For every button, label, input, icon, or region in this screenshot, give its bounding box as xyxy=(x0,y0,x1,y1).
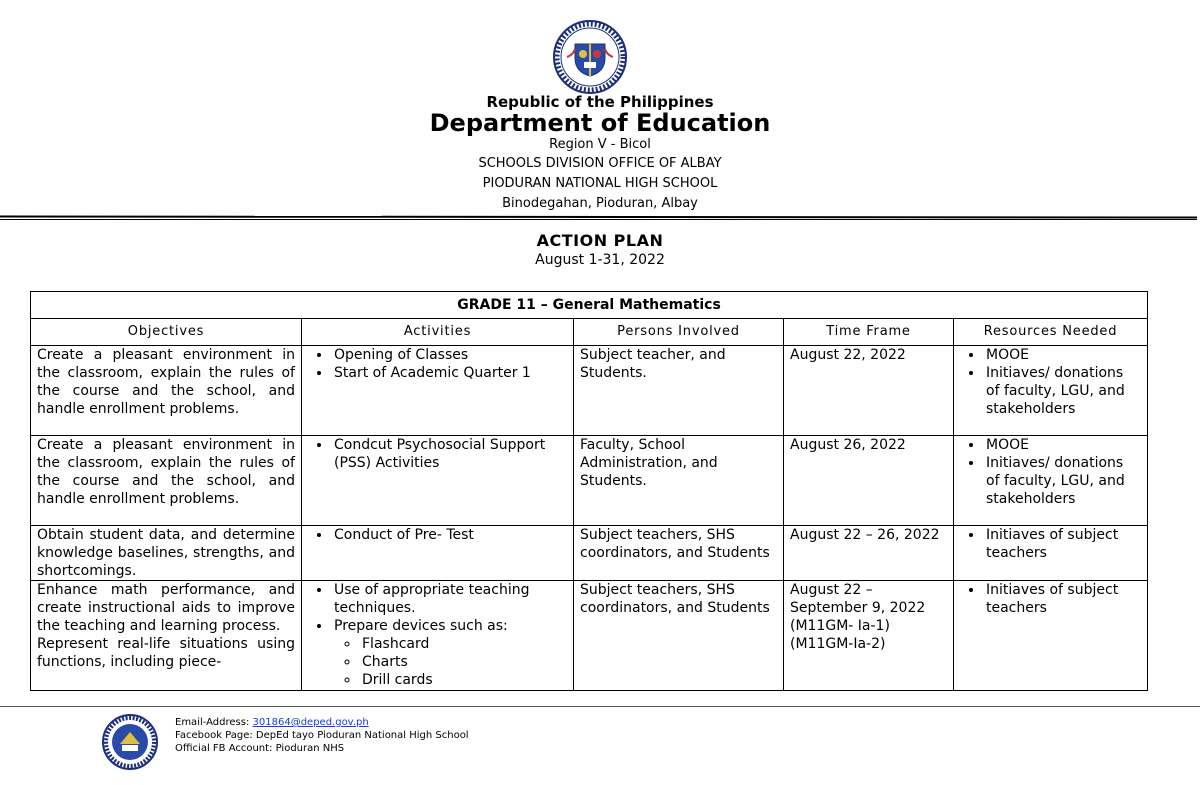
column-header: Time Frame xyxy=(784,319,954,346)
time-frame-cell: August 26, 2022 xyxy=(784,436,954,526)
persons-cell: Subject teacher, and Students. xyxy=(574,346,784,436)
activity-item: • Opening of Classes xyxy=(332,346,567,364)
resources-cell xyxy=(954,526,1148,581)
sub-activity-item: ◦ Charts xyxy=(360,653,567,671)
table-caption: GRADE 11 – General Mathematics xyxy=(31,292,1148,319)
document-date: August 1-31, 2022 xyxy=(535,252,665,268)
activities-cell xyxy=(302,581,574,691)
objective-cell: Obtain student data, and determine knowledge baselines, strengths, and shortcomings. xyxy=(31,526,302,581)
objective-text: Represent real-life situations using functions, including piece- xyxy=(37,636,295,670)
department-title: Department of Education xyxy=(429,109,771,137)
column-header: Persons Involved xyxy=(574,319,784,346)
address-line: Binodegahan, Pioduran, Albay xyxy=(502,196,698,211)
table-row xyxy=(31,436,1148,526)
competency-code: (M11GM-Ia-2) xyxy=(790,636,886,652)
resources-cell xyxy=(954,436,1148,526)
footer-facebook-page: Facebook Page: DepEd tayo Pioduran National High School xyxy=(175,730,469,741)
footer-divider xyxy=(0,706,1200,707)
resource-item: • Initiaves/ donations of faculty, LGU, and stakeholders xyxy=(984,454,1141,508)
activity-item: • Start of Academic Quarter 1 xyxy=(332,364,567,382)
activity-item: • Use of appropriate teaching techniques. xyxy=(332,581,567,617)
resources-cell xyxy=(954,346,1148,436)
school-line: PIODURAN NATIONAL HIGH SCHOOL xyxy=(482,176,718,191)
deped-seal-icon xyxy=(553,20,627,94)
resource-item: • Initiaves of subject teachers xyxy=(984,581,1141,617)
email-label: Email-Address: xyxy=(175,717,250,728)
region-line: Region V - Bicol xyxy=(549,137,651,152)
competency-code: (M11GM- Ia-1) xyxy=(790,618,890,634)
table-row xyxy=(31,581,1148,691)
table-row xyxy=(31,526,1148,581)
resource-item: • Initiaves/ donations of faculty, LGU, and stakeholders xyxy=(984,364,1141,418)
activity-item xyxy=(332,617,567,689)
activities-cell xyxy=(302,526,574,581)
activity-item-label: Prepare devices such as: xyxy=(334,618,508,634)
footer-fb-account: Official FB Account: Pioduran NHS xyxy=(175,743,345,754)
objective-text: Enhance math performance, and create instructional aids to improve the teaching and learning process. xyxy=(37,582,295,634)
activity-item: • Condcut Psychosocial Support (PSS) Activities xyxy=(332,436,567,472)
table-header-row xyxy=(31,319,1148,346)
time-frame-cell: August 22, 2022 xyxy=(784,346,954,436)
persons-cell: Faculty, School Administration, and Students. xyxy=(574,436,784,526)
objective-cell: Create a pleasant environment in the classroom, explain the rules of the course and the school, and handle enrollment problems. xyxy=(31,436,302,526)
header-divider-thin xyxy=(0,219,1197,220)
school-seal-icon xyxy=(102,714,158,770)
action-plan-table xyxy=(30,291,1148,691)
time-frame-cell xyxy=(784,581,954,691)
resources-cell xyxy=(954,581,1148,691)
objective-cell xyxy=(31,581,302,691)
time-frame-cell: August 22 – 26, 2022 xyxy=(784,526,954,581)
table-row xyxy=(31,346,1148,436)
column-header: Activities xyxy=(302,319,574,346)
resource-item: • MOOE xyxy=(984,436,1141,454)
email-link[interactable]: 301864@deped.gov.ph xyxy=(252,717,369,728)
activity-item: • Conduct of Pre- Test xyxy=(332,526,567,544)
persons-cell: Subject teachers, SHS coordinators, and Students xyxy=(574,526,784,581)
resource-item: • MOOE xyxy=(984,346,1141,364)
resource-item: • Initiaves of subject teachers xyxy=(984,526,1141,562)
column-header: Objectives xyxy=(31,319,302,346)
activities-cell xyxy=(302,436,574,526)
persons-cell: Subject teachers, SHS coordinators, and Students xyxy=(574,581,784,691)
division-line: SCHOOLS DIVISION OFFICE OF ALBAY xyxy=(478,156,722,171)
republic-line: Republic of the Philippines xyxy=(486,93,714,111)
sub-activity-item: ◦ Flashcard xyxy=(360,635,567,653)
objective-cell: Create a pleasant environment in the classroom, explain the rules of the course and the school, and handle enrollment problems. xyxy=(31,346,302,436)
sub-activity-item: ◦ Drill cards xyxy=(360,671,567,689)
time-frame-text: August 22 – September 9, 2022 xyxy=(790,582,926,616)
document-title: ACTION PLAN xyxy=(536,231,664,250)
footer-email xyxy=(175,716,369,729)
activities-cell xyxy=(302,346,574,436)
column-header: Resources Needed xyxy=(954,319,1148,346)
